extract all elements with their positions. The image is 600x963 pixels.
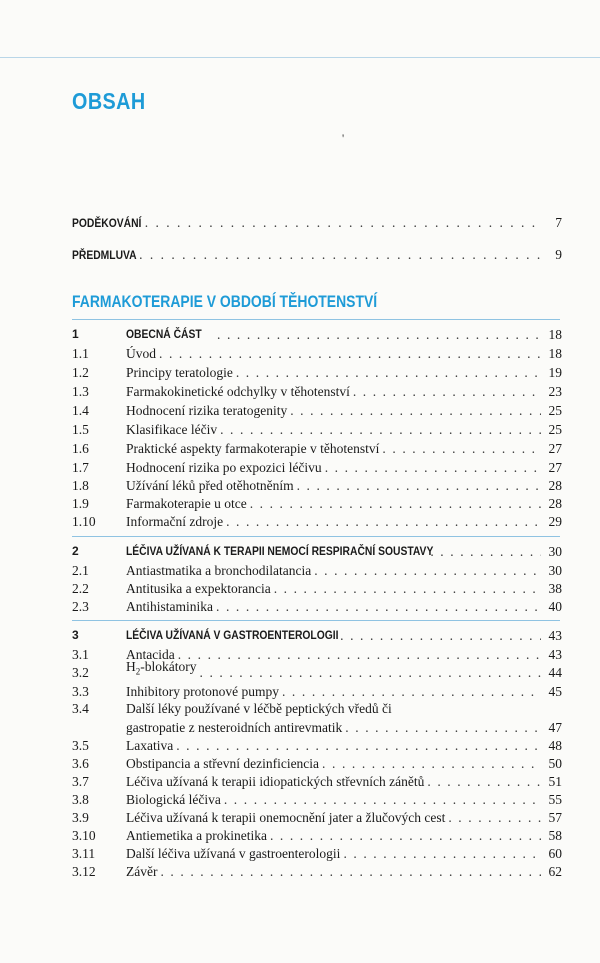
part-title: FARMAKOTERAPIE V OBDOBÍ TĚHOTENSTVÍ — [72, 292, 378, 311]
entry-number: 3.8 — [72, 792, 89, 807]
chapter-title: OBECNÁ ČÁST — [126, 327, 202, 341]
entry-title: Farmakoterapie u otce — [126, 496, 247, 511]
toc-page-number: 55 — [548, 792, 562, 807]
entry-title: Laxativa — [126, 738, 174, 753]
toc-page-number: 23 — [548, 384, 562, 399]
toc-entry[interactable] — [72, 755, 562, 772]
leader-dots — [139, 246, 542, 264]
entry-number: 3.12 — [72, 864, 96, 879]
toc-page-number: 45 — [548, 684, 562, 699]
entry-title-line1: Další léky používané v léčbě peptických vředů či — [126, 701, 392, 716]
leader-dots — [345, 719, 541, 736]
entry-number: 3.2 — [72, 665, 89, 680]
entry-title: Informační zdroje — [126, 514, 224, 529]
toc-entry[interactable] — [72, 383, 562, 400]
entry-title: Hodnocení rizika teratogenity — [126, 403, 288, 418]
leader-dots — [314, 562, 541, 579]
chapter-number: 1 — [72, 327, 79, 341]
entry-title: Klasifikace léčiv — [126, 422, 218, 437]
leader-dots — [200, 664, 542, 681]
entry-title: Antiastmatika a bronchodilatancia — [126, 563, 312, 578]
leader-dots — [217, 326, 541, 343]
toc-page-number: 9 — [555, 247, 562, 262]
toc-page-number: 50 — [548, 756, 562, 771]
toc-page-number: 44 — [548, 665, 562, 680]
entry-title: Léčiva užívaná k terapii idiopatických střevních zánětů — [126, 774, 425, 789]
toc-page-number: 27 — [548, 460, 562, 475]
entry-number: 1.7 — [72, 460, 89, 475]
toc-entry[interactable] — [72, 827, 562, 844]
toc-page-number: 27 — [548, 441, 562, 456]
leader-dots — [343, 845, 541, 862]
leader-dots — [353, 383, 541, 400]
toc-page-number: 29 — [548, 514, 562, 529]
toc-entry-acknowledgements[interactable] — [72, 214, 562, 232]
leader-dots — [297, 477, 541, 494]
toc-entry[interactable] — [72, 421, 562, 438]
entry-title: Antiemetika a prokinetika — [126, 828, 267, 843]
chapter-title: LÉČIVA UŽÍVANÁ K TERAPII NEMOCÍ RESPIRAČNÍ SOUSTAVY — [126, 544, 434, 558]
leader-dots — [430, 543, 541, 560]
page-title: OBSAH — [72, 88, 146, 114]
toc-page-number: 51 — [548, 774, 562, 789]
entry-title: Léčiva užívaná k terapii onemocnění jater a žlučových cest — [126, 810, 446, 825]
toc-entry[interactable] — [72, 364, 562, 381]
leader-dots — [274, 580, 541, 597]
entry-title: Farmakokinetické odchylky v těhotenství — [126, 384, 350, 399]
entry-number: 3.4 — [72, 701, 89, 716]
entry-number: 3.9 — [72, 810, 89, 825]
toc-entry[interactable] — [72, 598, 562, 615]
entry-number: 1.3 — [72, 384, 89, 399]
toc-entry[interactable] — [72, 809, 562, 826]
toc-entry[interactable] — [72, 719, 562, 736]
chapter-number: 3 — [72, 628, 79, 642]
toc-entry[interactable] — [72, 580, 562, 597]
toc-entry[interactable] — [72, 562, 562, 579]
toc-entry[interactable] — [72, 402, 562, 419]
leader-dots — [224, 791, 541, 808]
entry-number: 1.10 — [72, 514, 96, 529]
entry-number: 1.8 — [72, 478, 89, 493]
toc-page-number: 30 — [548, 544, 562, 559]
toc-page-number: 40 — [548, 599, 562, 614]
entry-number: 2.2 — [72, 581, 89, 596]
toc-page-number: 57 — [548, 810, 562, 825]
entry-number: 2.1 — [72, 563, 89, 578]
toc-entry[interactable] — [72, 773, 562, 790]
toc-entry[interactable] — [72, 345, 562, 362]
leader-dots — [282, 683, 541, 700]
toc-page-number: 25 — [548, 422, 562, 437]
leader-dots — [236, 364, 541, 381]
toc-entry-label: PŘEDMLUVA — [72, 248, 137, 262]
toc-page-number: 58 — [548, 828, 562, 843]
toc-chapter-3[interactable] — [72, 627, 562, 644]
toc-page-number: 43 — [548, 628, 562, 643]
toc-page-number: 25 — [548, 403, 562, 418]
entry-title: Obstipancia a střevní dezinficiencia — [126, 756, 320, 771]
toc-page-number: 62 — [548, 864, 562, 879]
entry-number: 2.3 — [72, 599, 89, 614]
toc-entry-label: PODĚKOVÁNÍ — [72, 216, 142, 230]
toc-entry-first-line[interactable] — [72, 700, 562, 717]
leader-dots — [216, 598, 541, 615]
toc-entry[interactable] — [72, 863, 562, 880]
entry-title: $H_2$-blokátory — [126, 659, 197, 677]
leader-dots — [325, 459, 541, 476]
toc-page-number: 7 — [555, 215, 562, 230]
leader-dots — [160, 863, 541, 880]
entry-title: Užívání léků před otěhotněním — [126, 478, 294, 493]
entry-number: 3.10 — [72, 828, 96, 843]
entry-title: Inhibitory protonové pumpy — [126, 684, 279, 699]
toc-entry[interactable] — [72, 495, 562, 512]
entry-title: gastropatie z nesteroidních antirevmatik — [126, 720, 343, 735]
leader-dots — [270, 827, 541, 844]
leader-dots — [159, 345, 541, 362]
leader-dots — [322, 755, 541, 772]
entry-number: 1.9 — [72, 496, 89, 511]
leader-dots — [382, 440, 541, 457]
entry-title: Antihistaminika — [126, 599, 213, 614]
section-rule — [72, 536, 560, 537]
entry-title: Antacida — [126, 647, 175, 662]
entry-title: Praktické aspekty farmakoterapie v těhotenství — [126, 441, 380, 456]
entry-number: 3.5 — [72, 738, 89, 753]
top-rule — [0, 57, 600, 58]
toc-entry[interactable] — [72, 845, 562, 862]
entry-number: 3.7 — [72, 774, 89, 789]
toc-entry[interactable] — [72, 440, 562, 457]
leader-dots — [145, 214, 542, 232]
entry-number: 3.11 — [72, 846, 96, 861]
leader-dots — [250, 495, 541, 512]
entry-title: Principy teratologie — [126, 365, 233, 380]
leader-dots — [178, 646, 541, 663]
entry-title: Hodnocení rizika po expozici léčivu — [126, 460, 322, 475]
toc-page-number: 18 — [548, 346, 562, 361]
toc-chapter-2[interactable] — [72, 543, 562, 560]
leader-dots — [226, 513, 541, 530]
section-rule — [72, 620, 560, 621]
toc-page-number: 30 — [548, 563, 562, 578]
section-rule — [72, 319, 560, 320]
toc-entry[interactable] — [72, 477, 562, 494]
toc-entry[interactable] — [72, 791, 562, 808]
toc-page-number: 48 — [548, 738, 562, 753]
entry-title: Závěr — [126, 864, 158, 879]
entry-number: 3.3 — [72, 684, 89, 699]
toc-entry[interactable] — [72, 659, 562, 681]
entry-number: 3.6 — [72, 756, 89, 771]
print-speck: ' — [342, 131, 345, 145]
chapter-title: LÉČIVA UŽÍVANÁ V GASTROENTEROLOGII — [126, 628, 339, 642]
entry-title: Antitusika a expektorancia — [126, 581, 271, 596]
toc-entry[interactable] — [72, 459, 562, 476]
leader-dots — [448, 809, 541, 826]
toc-entry[interactable] — [72, 683, 562, 700]
entry-number: 1.5 — [72, 422, 89, 437]
leader-dots — [220, 421, 541, 438]
chapter-number: 2 — [72, 544, 79, 558]
toc-page-number: 18 — [548, 327, 562, 342]
leader-dots — [290, 402, 541, 419]
toc-chapter-1[interactable] — [72, 326, 562, 343]
toc-page-number: 38 — [548, 581, 562, 596]
entry-number: 3.1 — [72, 647, 89, 662]
toc-page-number: 43 — [548, 647, 562, 662]
entry-number: 1.2 — [72, 365, 89, 380]
toc-page-number: 60 — [548, 846, 562, 861]
entry-title: Další léčiva užívaná v gastroenterologii — [126, 846, 341, 861]
entry-title: Biologická léčiva — [126, 792, 221, 807]
toc-entry[interactable] — [72, 513, 562, 530]
toc-page-number: 47 — [548, 720, 562, 735]
toc-page-number: 28 — [548, 496, 562, 511]
toc-entry-preface[interactable] — [72, 246, 562, 264]
toc-entry[interactable] — [72, 737, 562, 754]
leader-dots — [340, 627, 541, 644]
toc-page-number: 28 — [548, 478, 562, 493]
entry-number: 1.6 — [72, 441, 89, 456]
entry-number: 1.4 — [72, 403, 89, 418]
leader-dots — [176, 737, 541, 754]
toc-page-number: 19 — [548, 365, 562, 380]
leader-dots — [427, 773, 541, 790]
entry-number: 1.1 — [72, 346, 89, 361]
entry-title: Úvod — [126, 346, 156, 361]
